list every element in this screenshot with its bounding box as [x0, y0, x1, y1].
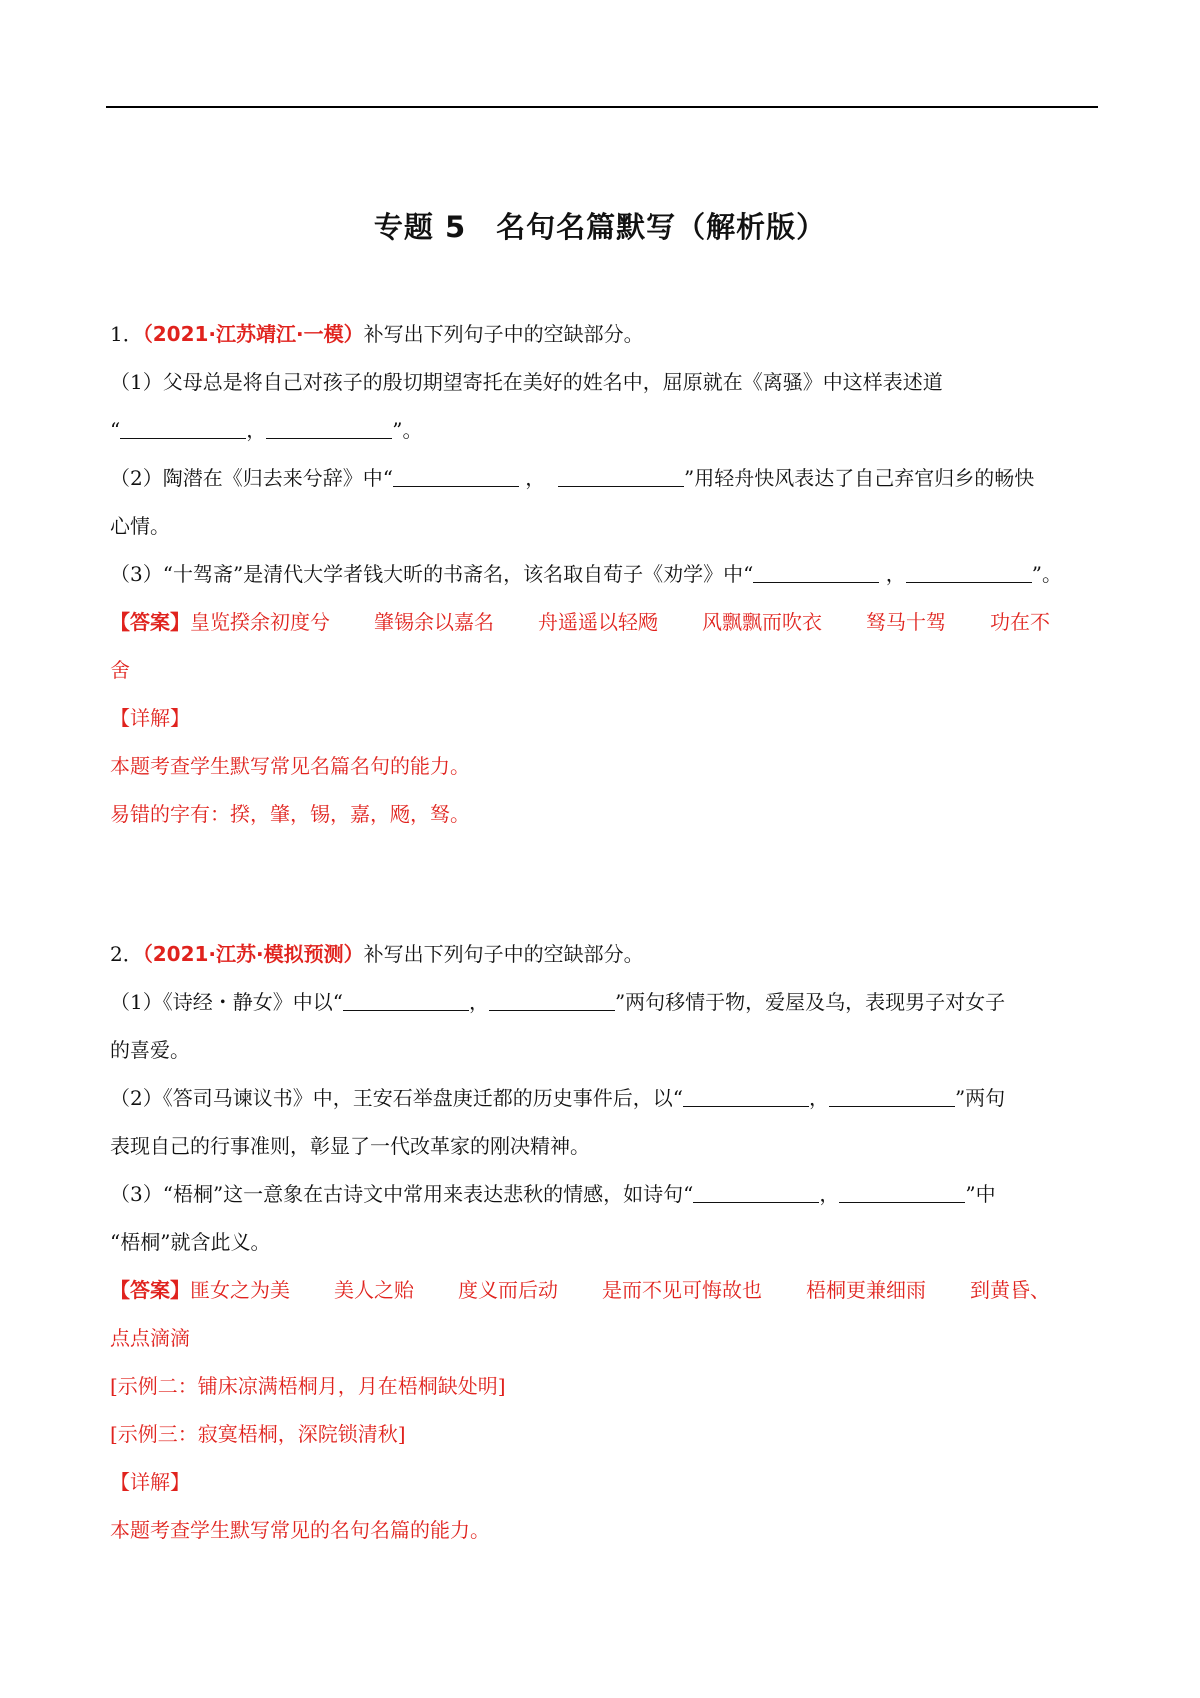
q1-detail-2: 易错的字有：揆，肇，锡，嘉，飏，驽。 [110, 802, 470, 826]
header-rule [106, 106, 1098, 108]
answer-item: 驽马十驾 [866, 610, 946, 634]
q1-part2: （2）陶潜在《归去来兮辞》中“ ， ”用轻舟快风表达了自己弃官归乡的畅快 [110, 466, 1035, 490]
answer-tag: 【答案】 [110, 610, 190, 634]
q2-detail-tag: 【详解】 [110, 1470, 190, 1494]
q1-stem-text: 补写出下列句子中的空缺部分。 [363, 322, 644, 346]
answer-item: 匪女之为美 [190, 1278, 290, 1302]
answer-item: 风飘飘而吹衣 [702, 610, 822, 634]
q2-part3-cont: “梧桐”就含此义。 [110, 1230, 271, 1254]
answer-item: 肇锡余以嘉名 [374, 610, 494, 634]
q2-part1: （1）《诗经・静女》中以“ ， ”两句移情于物，爱屋及乌，表现男子对女子 [110, 990, 1006, 1014]
q1-number: 1． [110, 322, 143, 346]
page-title: 专题 5 名句名篇默写（解析版） [373, 210, 827, 244]
fill-blank[interactable] [120, 418, 246, 439]
q1-part3: （3）“十驾斋”是清代大学者钱大昕的书斋名，该名取自荀子《劝学》中“ ， ”。 [110, 562, 1062, 586]
fill-blank[interactable] [829, 1086, 955, 1107]
q1-stem [110, 310, 1110, 358]
spacer [110, 838, 1110, 930]
fill-blank[interactable] [839, 1182, 965, 1203]
answer-item: 到黄昏、 [970, 1278, 1050, 1302]
q1-source: （2021·江苏靖江·一模） [142, 322, 364, 346]
q1-detail-1: 本题考查学生默写常见名篇名句的能力。 [110, 754, 470, 778]
q2-example-2: [示例二：铺床凉满梧桐月，月在梧桐缺处明] [110, 1374, 506, 1398]
fill-blank[interactable] [343, 990, 469, 1011]
answer-item: 美人之贻 [334, 1278, 414, 1302]
fill-blank[interactable] [753, 562, 879, 583]
q1-part2-cont: 心情。 [110, 514, 170, 538]
fill-blank[interactable] [693, 1182, 819, 1203]
fill-blank[interactable] [393, 466, 519, 487]
answer-tag: 【答案】 [110, 1278, 190, 1302]
answer-item: 是而不见可悔故也 [602, 1278, 762, 1302]
q2-part1-cont: 的喜爱。 [110, 1038, 190, 1062]
fill-blank[interactable] [489, 990, 615, 1011]
fill-blank[interactable] [558, 466, 684, 487]
answer-item: 梧桐更兼细雨 [806, 1278, 926, 1302]
q2-source: （2021·江苏·模拟预测） [142, 942, 364, 966]
answer-item: 舟遥遥以轻飏 [538, 610, 658, 634]
q2-answer-cont: 点点滴滴 [110, 1326, 190, 1350]
q2-stem-text: 补写出下列句子中的空缺部分。 [363, 942, 644, 966]
answer-item: 度义而后动 [458, 1278, 558, 1302]
q2-example-3: [示例三：寂寞梧桐，深院锁清秋] [110, 1422, 406, 1446]
fill-blank[interactable] [683, 1086, 809, 1107]
q1-answer-cont: 舍 [110, 658, 130, 682]
q2-part2-cont: 表现自己的行事准则，彰显了一代改革家的刚决精神。 [110, 1134, 590, 1158]
q2-part3: （3）“梧桐”这一意象在古诗文中常用来表达悲秋的情感，如诗句“ ， ”中 [110, 1182, 996, 1206]
answer-item: 功在不 [990, 610, 1050, 634]
fill-blank[interactable] [266, 418, 392, 439]
q2-stem [110, 930, 1110, 978]
q1-part1: （1）父母总是将自己对孩子的殷切期望寄托在美好的姓名中，屈原就在《离骚》中这样表述道 [110, 370, 943, 394]
q2-part2: （2）《答司马谏议书》中，王安石举盘庚迁都的历史事件后，以“ ， ”两句 [110, 1086, 1006, 1110]
fill-blank[interactable] [906, 562, 1032, 583]
q1-part1-cont: “ ， ”。 [110, 418, 423, 442]
q2-answer [110, 1266, 1110, 1314]
q2-detail-1: 本题考查学生默写常见的名句名篇的能力。 [110, 1518, 490, 1542]
q1-detail-tag: 【详解】 [110, 706, 190, 730]
document-body [110, 310, 1110, 1554]
answer-item: 皇览揆余初度兮 [190, 610, 330, 634]
q2-number: 2． [110, 942, 143, 966]
q1-answer [110, 598, 1110, 646]
